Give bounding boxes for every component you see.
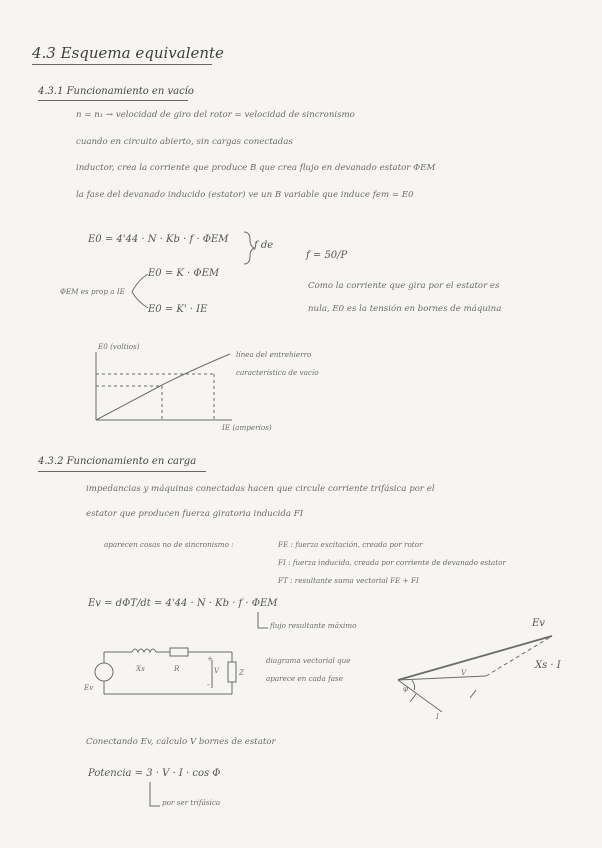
resistor	[170, 648, 188, 656]
circuit-label-v: V	[214, 666, 220, 675]
circuit-label-minus: -	[207, 680, 210, 689]
phi-proportional-note: ΦEM es prop a IE	[60, 287, 125, 296]
text-line: cuando en circuito abierto, sin cargas conectadas	[76, 137, 293, 147]
text-line: n = n₁ → velocidad de giro del rotor = velocidad de sincronismo	[76, 110, 355, 120]
circuit-label-r: R	[174, 664, 180, 673]
graph-y-label: E0 (voltios)	[98, 342, 140, 351]
power-note: por ser trifásica	[162, 798, 221, 807]
phasor-tick	[470, 690, 476, 698]
power-note-pointer	[150, 782, 160, 806]
phasor-ev	[398, 636, 552, 680]
equation-power: Potencia = 3 · V · I · cos Φ	[88, 768, 221, 779]
arrow-down	[132, 292, 148, 308]
graph-curve	[96, 354, 230, 420]
note-line: nula, E0 es la tensión en bornes de máquina	[308, 304, 502, 314]
brace-label: f de	[254, 240, 274, 251]
fmm-item-fe: FE : fuerza excitación, creada por rotor	[278, 540, 423, 549]
inductor	[132, 649, 156, 652]
phasor-label-i: I	[436, 712, 439, 721]
circuit-label-z: Z	[239, 668, 244, 677]
equation-e0: E0 = 4'44 · N · Kb · f · ΦEM	[88, 234, 229, 245]
graph-x-label: IE (amperios)	[222, 423, 272, 432]
flux-note: flujo resultante máximo	[270, 621, 357, 630]
fmm-intro: aparecen cosas no de sincronismo :	[104, 540, 234, 549]
graph-curve-label-1: línea del entrehierro	[236, 350, 312, 359]
phasor-tick	[410, 694, 416, 702]
section-heading-4-3-1: 4.3.1 Funcionamiento en vacío	[38, 86, 194, 97]
equation-ev: Ev = dΦT/dt = 4'44 · N · Kb · f · ΦEM	[88, 598, 278, 609]
fmm-item-ft: FT : resultante suma vectorial FE + FI	[278, 576, 419, 585]
flux-note-pointer	[258, 612, 268, 628]
phasor-label-phi: φ	[403, 684, 409, 693]
section-heading-4-3-2: 4.3.2 Funcionamiento en carga	[38, 456, 197, 467]
equation-frequency: f = 50/P	[306, 250, 348, 261]
text-line: inductor, crea la corriente que produce B que crea flujo en devanado estator ΦEM	[76, 163, 436, 173]
phasor-label-ev: Ev	[532, 618, 545, 629]
brace	[244, 232, 254, 264]
circuit-label-plus: +	[207, 654, 214, 663]
phasor-angle	[412, 680, 415, 690]
source-circle	[95, 663, 113, 681]
circuit-label-xs: Xs	[136, 664, 145, 673]
fmm-item-fi: FI : fuerza inducida, creada por corriente de devanado estator	[278, 558, 506, 567]
diagram-note: aparece en cada fase	[266, 674, 343, 683]
graph-curve-label-2: característica de vacío	[236, 368, 319, 377]
phasor-i	[398, 680, 442, 712]
phasor-label-xsi: Xs · I	[535, 660, 561, 671]
equation-k1: E0 = K · ΦEM	[148, 268, 220, 279]
conclusion-line: Conectando Ev, calculo V bornes de estator	[86, 737, 276, 747]
arrow-up	[132, 274, 148, 292]
text-line: impedancias y máquinas conectadas hacen que circule corriente trifásica por el	[86, 484, 435, 494]
page-title: 4.3 Esquema equivalente	[32, 44, 224, 62]
diagram-note: diagrama vectorial que	[266, 656, 351, 665]
phasor-label-v: V	[461, 668, 467, 677]
load-impedance	[228, 662, 236, 682]
note-line: Como la corriente que gira por el estator es	[308, 281, 500, 291]
circuit-label-ev: Ev	[84, 683, 94, 692]
equation-k2: E0 = K' · IE	[148, 304, 208, 315]
text-line: la fase del devanado inducido (estator) ve un B variable que induce fem = E0	[76, 190, 414, 200]
text-line: estator que producen fuerza giratoria inducida FI	[86, 509, 304, 519]
phasor-xsi	[486, 636, 552, 676]
